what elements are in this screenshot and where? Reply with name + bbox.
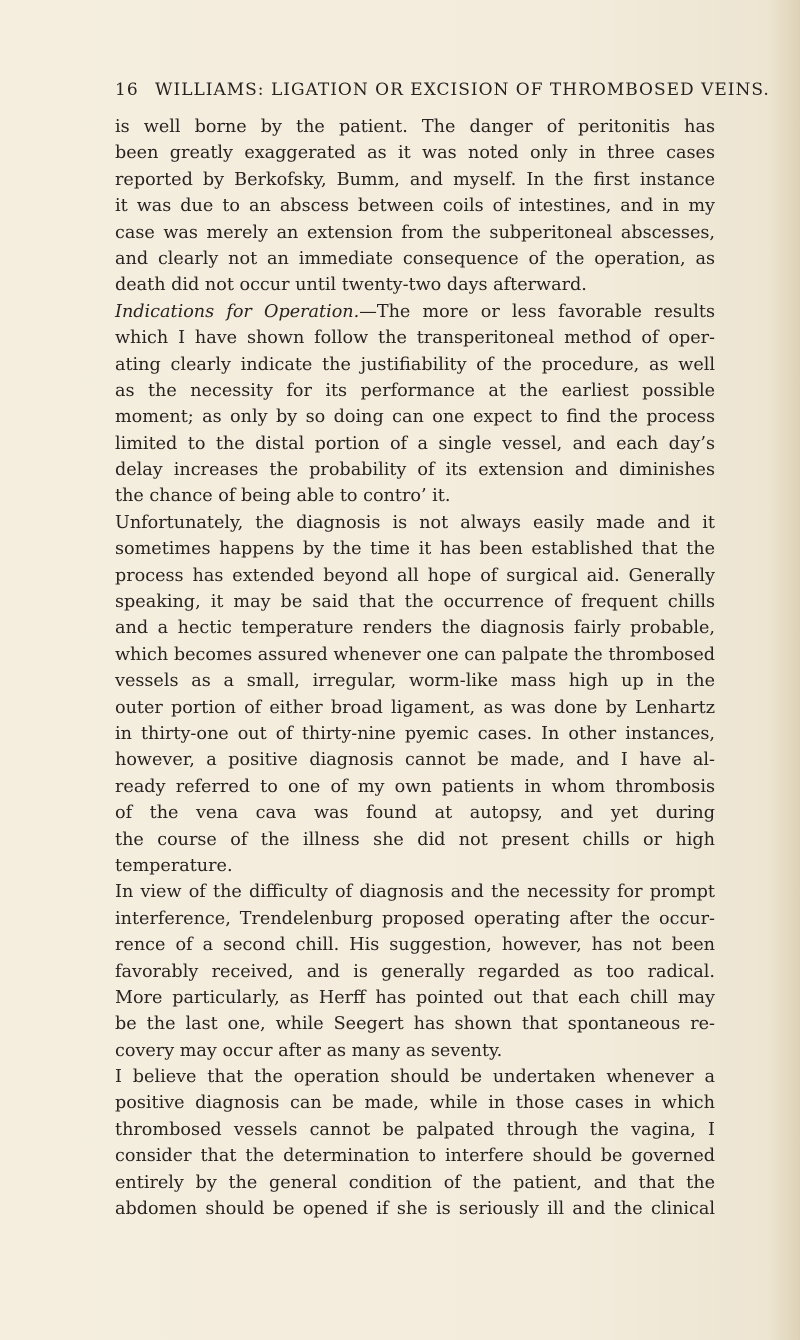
text-line: [115, 1143, 715, 1169]
line-text: I believe that the operation should be undertaken whenever a: [115, 1067, 715, 1088]
line-text: thrombosed vessels cannot be palpated through the vagina, I: [115, 1119, 715, 1140]
line-text: Unfortunately, the diagnosis is not always easily made and it: [115, 512, 715, 533]
line-text: consider that the determination to interfere should be governed: [115, 1146, 715, 1167]
line-text: is well borne by the patient. The danger of peritonitis has: [115, 117, 715, 137]
text-line: [115, 1064, 715, 1090]
line-text: ating clearly indicate the justifiability of the procedure, as well: [115, 354, 715, 375]
line-text: —The more or less favorable results: [359, 301, 715, 322]
text-line: [115, 378, 715, 404]
line-text: of the vena cava was found at autopsy, and yet during: [115, 803, 715, 824]
page-number: 16: [115, 80, 139, 100]
line-text: be the last one, while Seegert has shown that spontaneous re-: [115, 1014, 715, 1035]
line-text: limited to the distal portion of a single vessel, and each day’s: [115, 433, 715, 454]
text-line: [115, 114, 715, 140]
text-line: [115, 1117, 715, 1143]
line-text: process has extended beyond all hope of surgical aid. Generally: [115, 565, 715, 586]
line-text: the chance of being able to contro’ it.: [115, 486, 451, 507]
text-line: [115, 721, 715, 747]
text-line: [115, 827, 715, 853]
text-line: [115, 1090, 715, 1116]
text-line: [115, 589, 715, 615]
text-line: [115, 483, 715, 509]
line-text: in thirty-one out of thirty-nine pyemic cases. In other instances,: [115, 723, 715, 744]
line-text: ready referred to one of my own patients in whom thrombosis: [115, 776, 715, 797]
line-text: rence of a second chill. His suggestion, however, has not been: [115, 935, 715, 956]
text-line: [115, 985, 715, 1011]
line-text: which becomes assured whenever one can palpate the thrombosed: [115, 644, 715, 665]
text-line: [115, 220, 715, 246]
text-line: [115, 853, 715, 879]
line-text: delay increases the probability of its extension and diminishes: [115, 460, 715, 481]
text-line: [115, 563, 715, 589]
text-line: [115, 774, 715, 800]
line-text: temperature.: [115, 855, 233, 876]
line-text: covery may occur after as many as seventy.: [115, 1040, 503, 1061]
line-text: sometimes happens by the time it has been established that the: [115, 539, 715, 560]
text-line: [115, 1038, 715, 1064]
text-line: [115, 140, 715, 166]
text-line: [115, 1011, 715, 1037]
text-line: [115, 932, 715, 958]
text-line: [115, 800, 715, 826]
text-line: [115, 1170, 715, 1196]
text-line: [115, 404, 715, 430]
text-line: [115, 906, 715, 932]
line-text: moment; as only by so doing can one expect to find the process: [115, 407, 715, 428]
running-header: [115, 80, 770, 100]
text-line: [115, 272, 715, 298]
running-title: WILLIAMS: LIGATION OR EXCISION OF THROMBOSED VEINS.: [155, 80, 770, 100]
line-text: and a hectic temperature renders the diagnosis fairly probable,: [115, 618, 715, 639]
text-line: [115, 1196, 715, 1222]
text-line: [115, 510, 715, 536]
text-line: [115, 695, 715, 721]
line-text: which I have shown follow the transperitoneal method of oper-: [115, 328, 715, 349]
line-text: case was merely an extension from the subperitoneal abscesses,: [115, 222, 715, 243]
text-line: [115, 879, 715, 905]
text-line: [115, 193, 715, 219]
line-text: interference, Trendelenburg proposed operating after the occur-: [115, 908, 715, 929]
text-line: [115, 299, 715, 325]
line-text: however, a positive diagnosis cannot be made, and I have al-: [115, 750, 715, 771]
line-text: positive diagnosis can be made, while in those cases in which: [115, 1093, 715, 1114]
text-line: [115, 457, 715, 483]
line-text: the course of the illness she did not present chills or high: [115, 829, 715, 850]
line-text: In view of the difficulty of diagnosis and the necessity for prompt: [115, 882, 715, 903]
line-text: death did not occur until twenty-two days afterward.: [115, 275, 587, 296]
text-line: [115, 352, 715, 378]
line-text: favorably received, and is generally regarded as too radical.: [115, 961, 715, 982]
line-text: and clearly not an immediate consequence of the operation, as: [115, 248, 715, 269]
line-text: reported by Berkofsky, Bumm, and myself. In the first instance: [115, 169, 715, 190]
line-text: entirely by the general condition of the patient, and that the: [115, 1172, 715, 1193]
text-line: [115, 959, 715, 985]
body-text: [115, 114, 715, 1222]
text-line: [115, 536, 715, 562]
text-line: [115, 325, 715, 351]
text-line: [115, 747, 715, 773]
text-line: [115, 246, 715, 272]
line-text: it was due to an abscess between coils of intestines, and in my: [115, 196, 715, 217]
text-line: [115, 668, 715, 694]
text-line: [115, 167, 715, 193]
text-line: [115, 642, 715, 668]
line-text: as the necessity for its performance at the earliest possible: [115, 380, 715, 401]
text-line: [115, 431, 715, 457]
section-heading: Indications for Operation.: [115, 301, 360, 322]
line-text: outer portion of either broad ligament, as was done by Lenhartz: [115, 697, 715, 718]
line-text: been greatly exaggerated as it was noted only in three cases: [115, 143, 715, 164]
line-text: More particularly, as Herff has pointed out that each chill may: [115, 987, 715, 1008]
line-text: vessels as a small, irregular, worm-like mass high up in the: [115, 671, 715, 692]
line-text: abdomen should be opened if she is seriously ill and the clinical: [115, 1199, 715, 1220]
text-line: [115, 615, 715, 641]
line-text: speaking, it may be said that the occurrence of frequent chills: [115, 592, 715, 613]
